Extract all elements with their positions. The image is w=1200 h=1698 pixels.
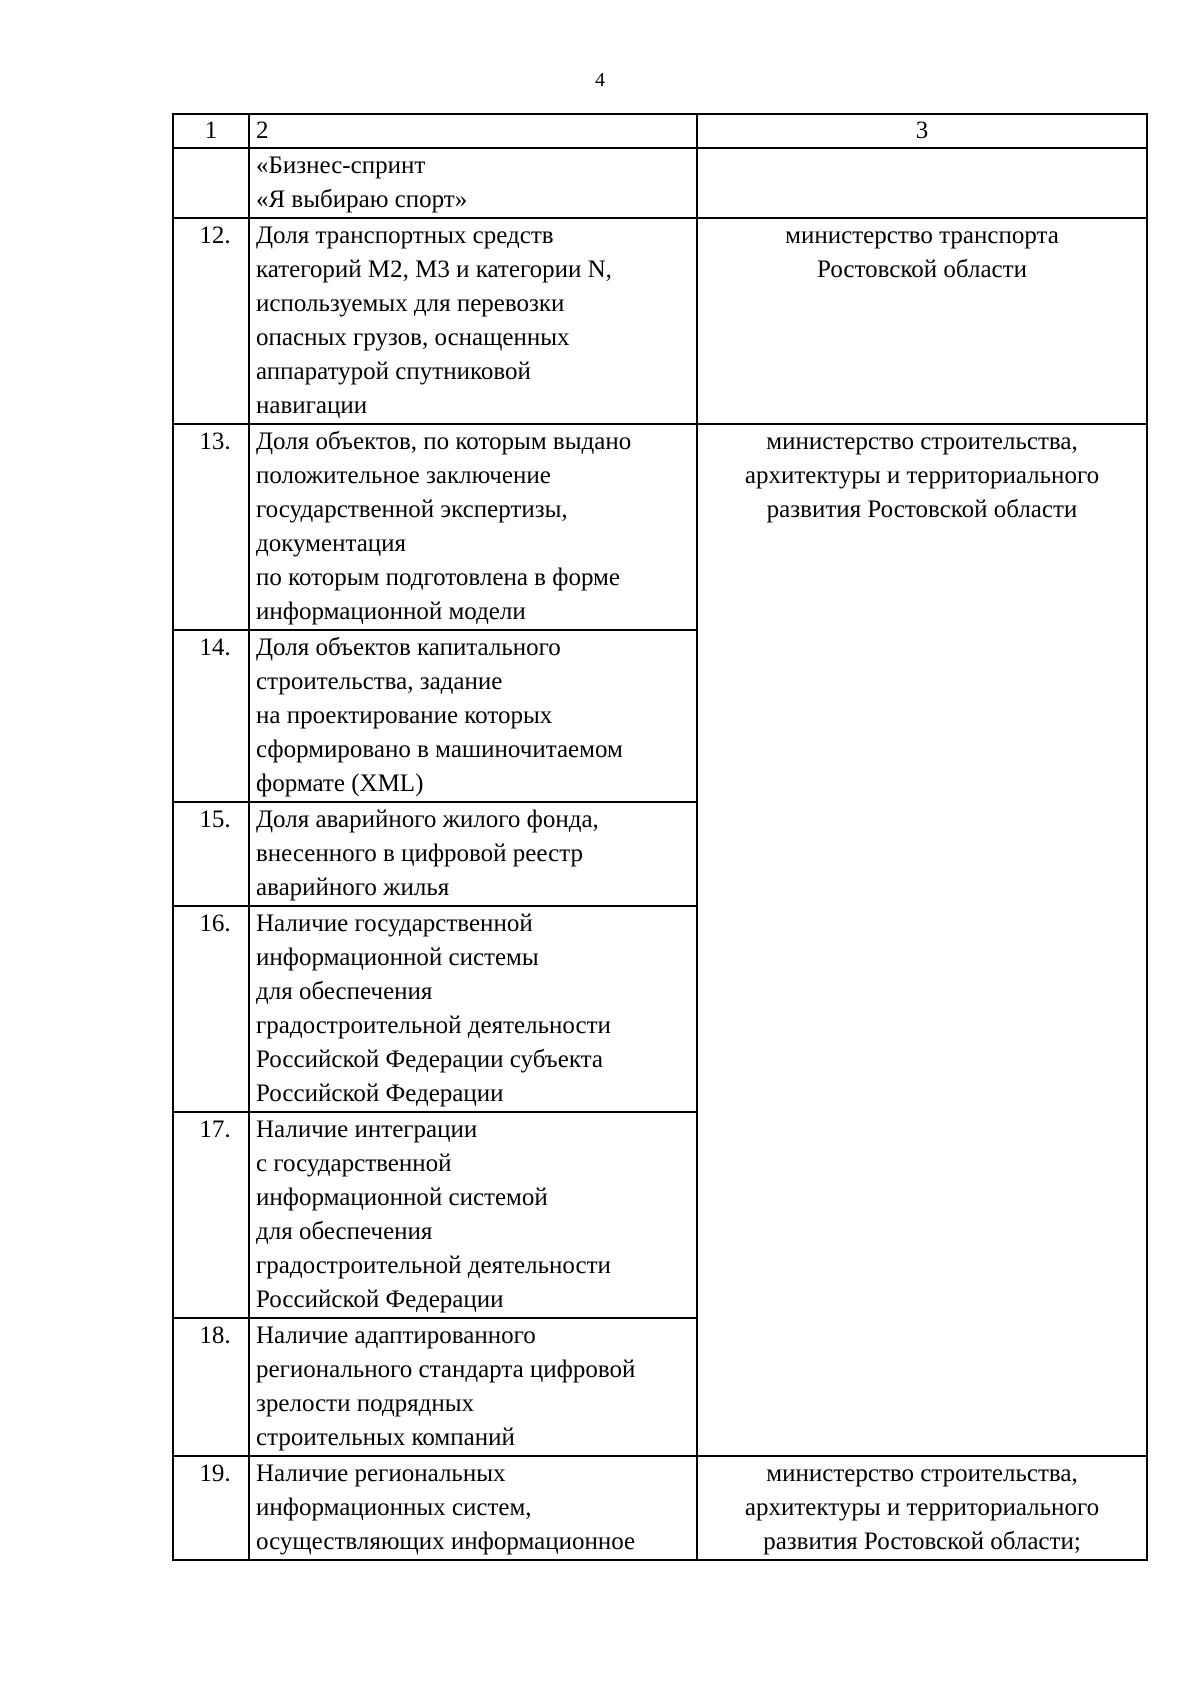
- table-header-row: [173, 114, 1147, 148]
- responsible-body: [697, 424, 1147, 1456]
- document-table: [172, 113, 1148, 1561]
- text-line: Наличие региональных: [256, 1460, 506, 1487]
- text-line: градостроительной деятельности: [256, 1012, 611, 1039]
- row-number: 12.: [173, 218, 249, 424]
- text-line: положительное заключение: [256, 462, 551, 489]
- row-number: [173, 148, 249, 218]
- header-col-3: 3: [697, 114, 1147, 148]
- text-line: зрелости подрядных: [256, 1390, 474, 1417]
- row-number: 16.: [173, 906, 249, 1112]
- text-line: для обеспечения: [256, 978, 433, 1005]
- text-line: информационной системы: [256, 944, 539, 971]
- text-line: Доля объектов капитального: [256, 634, 561, 661]
- text-line: Российской Федерации субъекта: [256, 1046, 603, 1073]
- text-line: Российской Федерации: [256, 1080, 504, 1107]
- text-line: опасных грузов, оснащенных: [256, 324, 570, 351]
- row-number: 18.: [173, 1318, 249, 1456]
- text-line: Доля объектов, по которым выдано: [256, 428, 632, 455]
- text-line: осуществляющих информационное: [256, 1528, 636, 1555]
- text-line: аварийного жилья: [256, 874, 450, 901]
- text-line: Ростовской области: [817, 256, 1027, 283]
- text-line: используемых для перевозки: [256, 290, 565, 317]
- text-line: информационной модели: [256, 598, 526, 625]
- indicator-name: [249, 630, 697, 802]
- responsible-body: [697, 218, 1147, 424]
- text-line: с государственной: [256, 1150, 452, 1177]
- text-line: строительных компаний: [256, 1424, 515, 1451]
- text-line: на проектирование которых: [256, 702, 553, 729]
- text-line: «Бизнес-спринт: [256, 152, 426, 179]
- text-line: архитектуры и территориального: [744, 462, 1100, 489]
- text-line: министерство строительства,: [766, 1460, 1078, 1487]
- text-line: информационной системой: [256, 1184, 548, 1211]
- text-line: навигации: [256, 392, 368, 419]
- indicator-name: [249, 424, 697, 630]
- text-line: архитектуры и территориального: [744, 1494, 1100, 1521]
- indicator-name: [249, 1112, 697, 1318]
- text-line: регионального стандарта цифровой: [256, 1356, 636, 1383]
- text-line: градостроительной деятельности: [256, 1252, 611, 1279]
- text-line: внесенного в цифровой реестр: [256, 840, 583, 867]
- text-line: «Я выбираю спорт»: [256, 186, 468, 213]
- page-number: 4: [595, 69, 605, 91]
- text-line: государственной экспертизы,: [256, 496, 568, 523]
- text-line: сформировано в машиночитаемом: [256, 736, 623, 763]
- header-col-2: 2: [249, 114, 697, 148]
- responsible-body: [697, 1456, 1147, 1560]
- text-line: министерство транспорта: [785, 222, 1059, 249]
- header-col-1: 1: [173, 114, 249, 148]
- indicator-name: [249, 802, 697, 906]
- text-line: министерство строительства,: [766, 428, 1078, 455]
- indicator-name: [249, 218, 697, 424]
- indicator-name: [249, 148, 697, 218]
- text-line: Доля транспортных средств: [256, 222, 554, 249]
- row-number: 15.: [173, 802, 249, 906]
- text-line: развития Ростовской области;: [763, 1528, 1081, 1555]
- text-line: для обеспечения: [256, 1218, 433, 1245]
- indicator-name: [249, 1318, 697, 1456]
- row-number: 17.: [173, 1112, 249, 1318]
- indicator-name: [249, 906, 697, 1112]
- row-number: 13.: [173, 424, 249, 630]
- text-line: документация: [256, 530, 407, 557]
- table-row: [173, 148, 1147, 218]
- text-line: информационных систем,: [256, 1494, 532, 1521]
- row-number: 14.: [173, 630, 249, 802]
- text-line: Наличие государственной: [256, 910, 533, 937]
- text-line: по которым подготовлена в форме: [256, 564, 620, 591]
- text-line: формате (XML): [256, 770, 424, 797]
- table-row: [173, 218, 1147, 424]
- row-number: 19.: [173, 1456, 249, 1560]
- text-line: развития Ростовской области: [766, 496, 1078, 523]
- text-line: аппаратурой спутниковой: [256, 358, 531, 385]
- text-line: Наличие интеграции: [256, 1116, 478, 1143]
- text-line: Доля аварийного жилого фонда,: [256, 806, 599, 833]
- indicator-name: [249, 1456, 697, 1560]
- table-row: [173, 1456, 1147, 1560]
- responsible-body: [697, 148, 1147, 218]
- table-row: [173, 424, 1147, 630]
- text-line: Наличие адаптированного: [256, 1322, 536, 1349]
- text-line: Российской Федерации: [256, 1286, 504, 1313]
- text-line: категорий М2, М3 и категории N,: [256, 256, 612, 283]
- text-line: строительства, задание: [256, 668, 503, 695]
